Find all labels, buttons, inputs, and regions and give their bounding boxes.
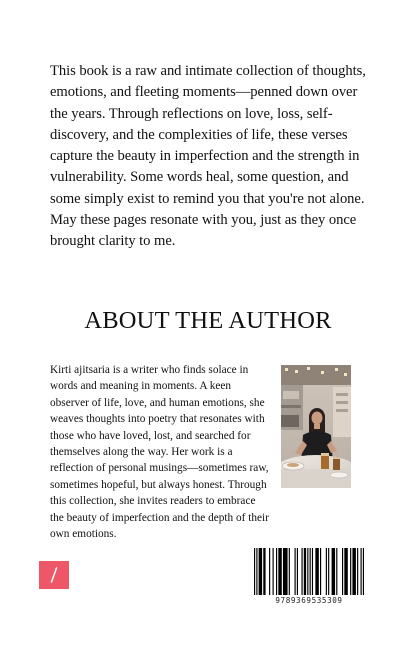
isbn-barcode — [254, 548, 364, 608]
barcode-bar — [269, 548, 270, 595]
slash-icon — [48, 566, 60, 584]
barcode-bar — [363, 548, 364, 595]
barcode-bar — [297, 548, 298, 595]
barcode-bar — [259, 548, 262, 595]
barcode-bar — [315, 548, 318, 595]
barcode-bar — [307, 548, 308, 595]
isbn-number: 9789369535309 — [275, 596, 343, 605]
author-photo — [281, 365, 351, 488]
barcode-bar — [342, 548, 343, 595]
barcode-bar — [328, 548, 329, 595]
barcode-bar — [336, 548, 337, 595]
barcode-bar — [289, 548, 290, 595]
barcode-bar — [256, 548, 257, 595]
barcode-bar — [320, 548, 321, 595]
barcode-bar — [310, 548, 311, 595]
barcode-bar — [301, 548, 302, 595]
barcode-bar — [352, 548, 355, 595]
barcode-bar — [332, 548, 335, 595]
barcode-bar — [304, 548, 306, 595]
barcode-bars — [254, 548, 364, 595]
barcode-bar — [278, 548, 281, 595]
author-bio: Kirti ajitsaria is a writer who finds solace in words and meaning in moments. A keen observer of life, love, and human emotions, she weaves thoughts into poetry that resonates with those who have loved, lost, and searched for themselves along the way. Her work is a reflection of personal musings—sometimes raw, sometimes hopeful, but always honest. Through this collection, she invites readers to embrace the beauty of imperfection and the depth of their own emotions. — [50, 364, 269, 541]
barcode-bar — [263, 548, 265, 595]
barcode-bar — [350, 548, 351, 595]
barcode-bar — [344, 548, 347, 595]
barcode-bar — [283, 548, 288, 595]
barcode-bar — [357, 548, 358, 595]
barcode-bar — [361, 548, 362, 595]
back-cover-blurb: This book is a raw and intimate collection of thoughts, emotions, and fleeting moments—penned down over the years. Through reflections on love, loss, self-discovery, and the complexities of life, these verses capture the beauty in imperfection and the strength in vulnerability. Some words heal, some question, and some simply exist to remind you that you're not alone. May these pages resonate with you, just as they once brought clarity to me. — [50, 63, 366, 250]
barcode-bar — [273, 548, 274, 595]
barcode-bar — [276, 548, 277, 595]
barcode-bar — [254, 548, 255, 595]
publisher-logo — [39, 561, 69, 589]
barcode-bar — [326, 548, 327, 595]
barcode-bar — [312, 548, 313, 595]
barcode-bar — [295, 548, 296, 595]
about-author-heading: ABOUT THE AUTHOR — [84, 307, 332, 334]
